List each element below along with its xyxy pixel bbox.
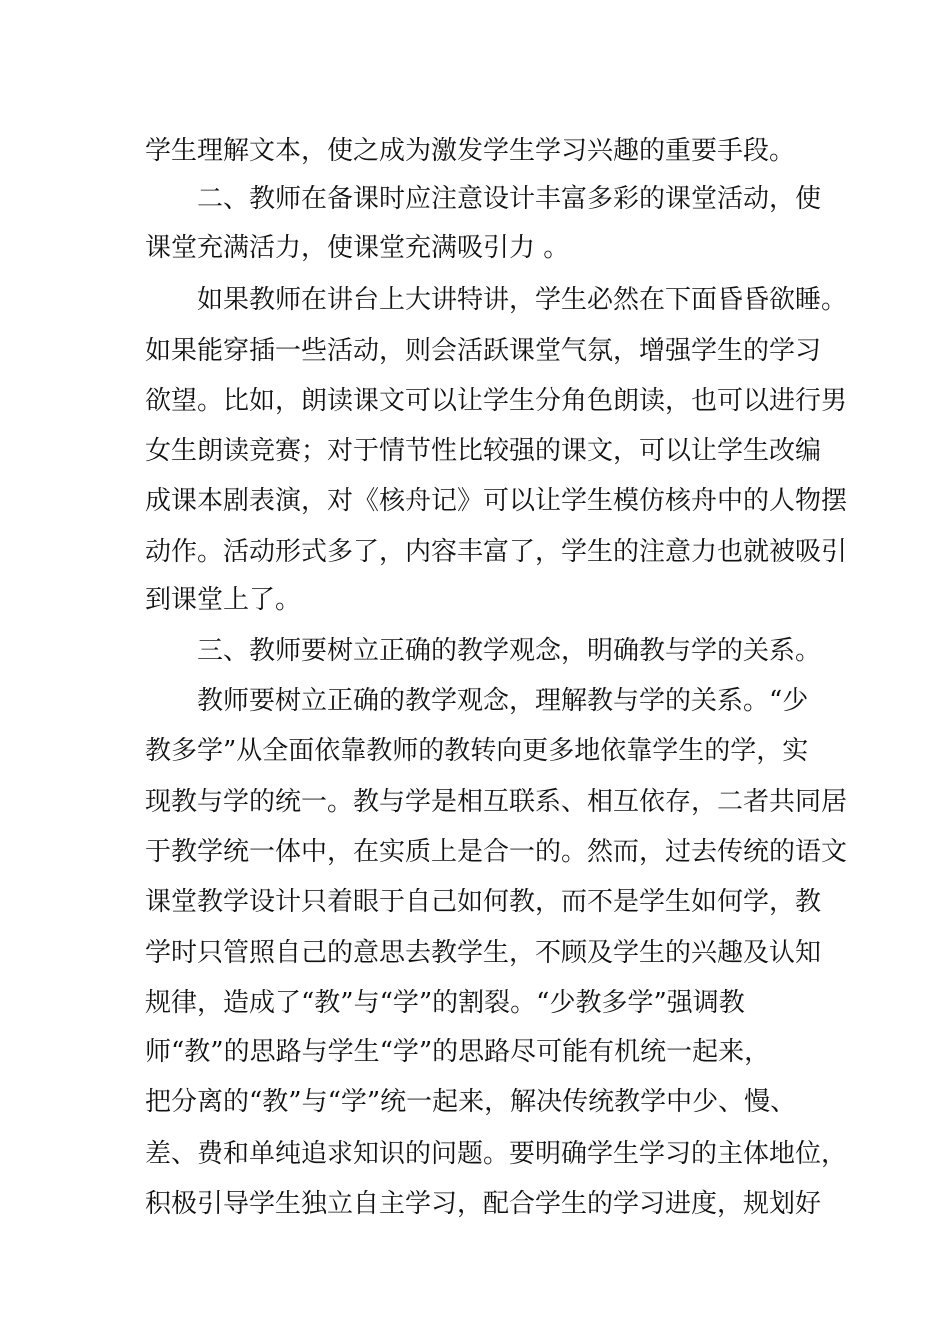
text-line: 学生理解文本，使之成为激发学生学习兴趣的重要手段。 — [145, 136, 796, 166]
text-line: 把分离的“教”与“学”统一起来，解决传统教学中少、慢、 — [145, 1087, 797, 1117]
text-line: 欲望。比如，朗读课文可以让学生分角色朗读，也可以进行男 — [145, 386, 848, 416]
text-line: 课堂教学设计只着眼于自己如何教，而不是学生如何学，教 — [145, 887, 822, 917]
text-line: 教多学”从全面依靠教师的教转向更多地依靠学生的学，实 — [145, 736, 809, 766]
text-line: 到课堂上了。 — [145, 585, 302, 615]
text-line: 二、教师在备课时应注意设计丰富多彩的课堂活动，使 — [145, 184, 822, 214]
text-line: 成课本剧表演，对《核舟记》可以让学生模仿核舟中的人物摆 — [145, 486, 848, 516]
text-line: 教师要树立正确的教学观念，理解教与学的关系。“少 — [145, 686, 809, 716]
text-line: 积极引导学生独立自主学习，配合学生的学习进度，规划好 — [145, 1189, 822, 1219]
text-line: 如果能穿插一些活动，则会活跃课堂气氛，增强学生的学习 — [145, 336, 822, 366]
text-line: 动作。活动形式多了，内容丰富了，学生的注意力也就被吸引 — [145, 537, 848, 567]
text-line: 于教学统一体中，在实质上是合一的。然而，过去传统的语文 — [145, 837, 848, 867]
text-line: 课堂充满活力，使课堂充满吸引力 。 — [145, 233, 570, 263]
text-line: 学时只管照自己的意思去教学生，不顾及学生的兴趣及认知 — [145, 938, 822, 968]
text-line: 女生朗读竞赛；对于情节性比较强的课文，可以让学生改编 — [145, 436, 822, 466]
text-line: 师“教”的思路与学生“学”的思路尽可能有机统一起来， — [145, 1037, 771, 1067]
text-line: 如果教师在讲台上大讲特讲，学生必然在下面昏昏欲睡。 — [145, 285, 848, 315]
text-line: 三、教师要树立正确的教学观念，明确教与学的关系。 — [145, 636, 822, 666]
text-line: 差、费和单纯追求知识的问题。要明确学生学习的主体地位， — [145, 1139, 848, 1169]
text-line: 规律，造成了“教”与“学”的割裂。“少教多学”强调教 — [145, 988, 745, 1018]
text-line: 现教与学的统一。教与学是相互联系、相互依存，二者共同居 — [145, 787, 848, 817]
